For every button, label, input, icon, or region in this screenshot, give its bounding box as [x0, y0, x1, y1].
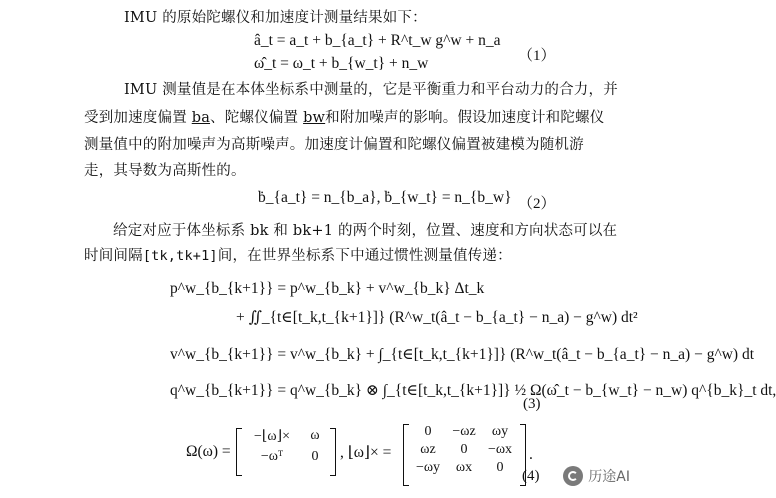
equation-4-end: .	[529, 446, 533, 463]
paragraph-1-text-a: 受到加速度偏置	[84, 110, 192, 126]
skew-matrix	[410, 424, 518, 476]
skew-matrix-cell: ωz	[420, 442, 436, 457]
skew-matrix-cell: −ωy	[415, 460, 441, 475]
paragraph-2-text-b: 间，在世界坐标系下中通过惯性测量值传递：	[217, 248, 512, 264]
paragraph-1-line-2	[84, 106, 604, 127]
equation-4-skew-label: , ⌊ω⌋× =	[340, 444, 392, 461]
skew-matrix-cell: 0	[496, 460, 504, 475]
omega-matrix	[244, 428, 330, 465]
watermark	[563, 466, 630, 486]
omega-matrix-cell: −ωᵀ	[260, 449, 284, 464]
paragraph-1-line-1: IMU 测量值是在本体坐标系中测量的，它是平衡重力和平台动力的合力，并	[124, 82, 618, 98]
omega-matrix-cell: ω	[310, 428, 320, 443]
omega-matrix-cell: 0	[311, 449, 319, 464]
skew-matrix-cell: ωy	[491, 424, 509, 439]
equation-1-line-2: ω̂_t = ω_t + b_{w_t} + n_w	[254, 55, 429, 72]
equation-3-position-line-1: p^w_{b_{k+1}} = p^w_{b_k} + v^w_{b_k} Δt_k	[170, 280, 485, 297]
gyro-bias-term: bw	[303, 110, 326, 126]
skew-matrix-cell: 0	[460, 442, 468, 457]
watermark-logo-icon	[563, 466, 583, 486]
equation-1-number: （1）	[518, 48, 556, 64]
paragraph-1-line-4: 走，其导数为高斯性的。	[84, 163, 246, 179]
equation-2: ḃ_{a_t} = n_{b_a}, ḃ_{w_t} = n_{b_w}	[258, 189, 512, 206]
matrix-1-left-bracket	[236, 428, 242, 476]
matrix-1-right-bracket	[330, 428, 336, 476]
intro-text: IMU 的原始陀螺仪和加速度计测量结果如下：	[124, 10, 427, 26]
skew-matrix-cell: −ωx	[487, 442, 513, 457]
paragraph-2-line-1: 给定对应于体坐标系 bk 和 bk+1 的两个时刻，位置、速度和方向状态可以在	[113, 223, 618, 239]
watermark-text: 历途AI	[588, 469, 630, 485]
equation-2-number: （2）	[518, 196, 556, 212]
equation-3-number: (3)	[523, 396, 541, 412]
time-interval: [tk,tk+1]	[142, 248, 218, 264]
skew-matrix-cell: −ωz	[452, 424, 476, 439]
paragraph-2-text-a: 时间间隔	[84, 248, 143, 264]
omega-matrix-cell: −⌊ω⌋×	[254, 429, 290, 444]
paragraph-1-text-c: 和附加噪声的影响。假设加速度计和陀螺仪	[325, 110, 605, 126]
matrix-2-left-bracket	[403, 424, 409, 486]
paragraph-2-line-2	[84, 244, 512, 265]
paragraph-1-text-b: 、陀螺仪偏置	[210, 110, 304, 126]
skew-matrix-cell: ωx	[455, 460, 473, 475]
paragraph-1-line-3: 测量值中的附加噪声为高斯噪声。加速度计偏置和陀螺仪偏置被建模为随机游	[84, 137, 584, 153]
skew-matrix-cell: 0	[424, 424, 432, 439]
equation-4-number: (4)	[522, 468, 540, 484]
equation-4-lhs: Ω(ω) =	[186, 443, 231, 460]
equation-3-position-line-2: + ∬_{t∈[t_k,t_{k+1}]} (R^w_t(â_t − b_{a_t} − n_a) − g^w) dt²	[236, 309, 638, 326]
equation-1-line-1: â_t = a_t + b_{a_t} + R^t_w g^w + n_a	[254, 32, 501, 49]
equation-3-velocity: v^w_{b_{k+1}} = v^w_{b_k} + ∫_{t∈[t_k,t_{k+1}]} (R^w_t(â_t − b_{a_t} − n_a) − g^w) dt	[170, 346, 755, 363]
equation-3-quaternion: q^w_{b_{k+1}} = q^w_{b_k} ⊗ ∫_{t∈[t_k,t_{k+1}]} ½ Ω(ω̂_t − b_{w_t} − n_w) q^{b_k}_t dt,	[170, 382, 776, 399]
accel-bias-term: ba	[191, 110, 211, 126]
